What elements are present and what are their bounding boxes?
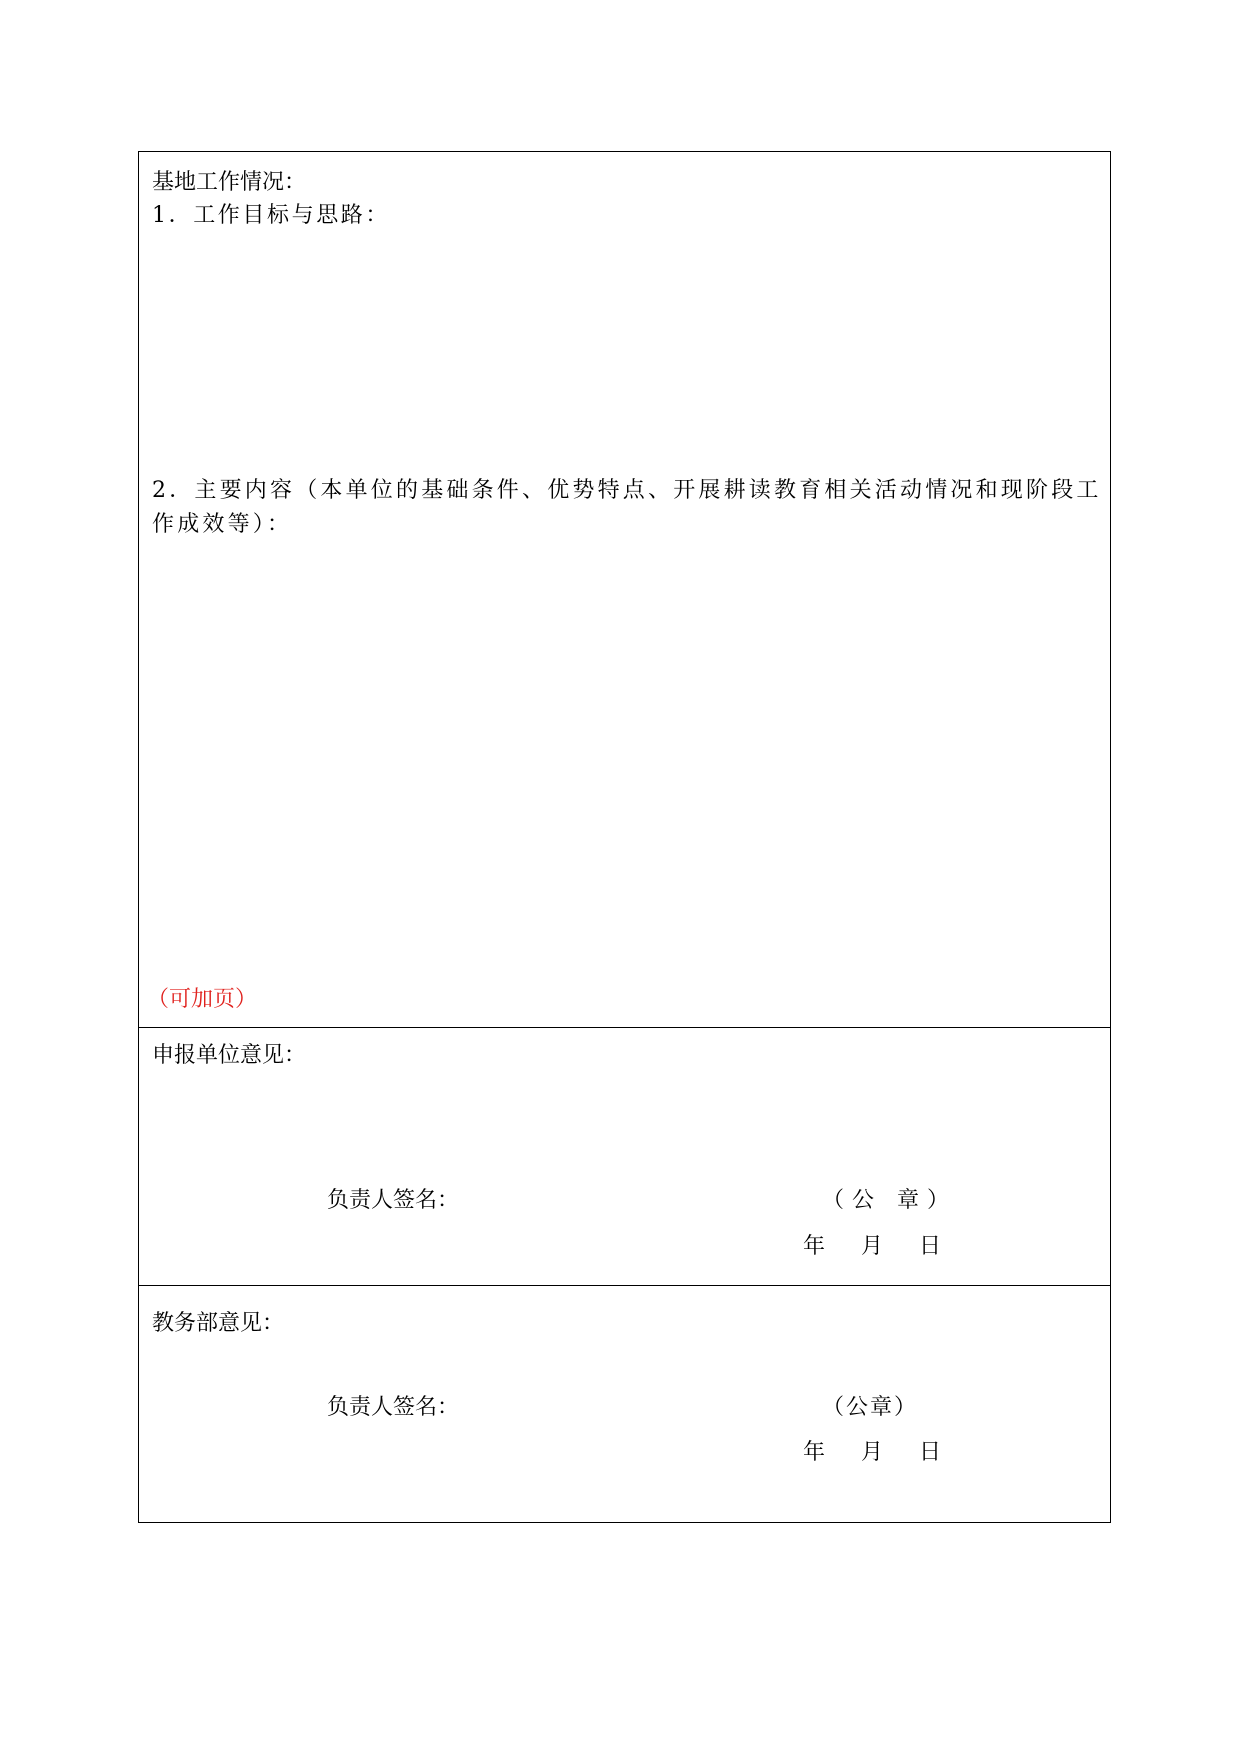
academic-affairs-opinion-heading: 教务部意见： bbox=[152, 1311, 285, 1336]
dept-date-year: 年 bbox=[803, 1440, 826, 1465]
applicant-opinion-section bbox=[139, 1028, 1110, 1286]
work-goals-label: 1．工作目标与思路： bbox=[152, 203, 390, 228]
applicant-opinion-heading: 申报单位意见： bbox=[152, 1043, 307, 1068]
dept-date-month: 月 bbox=[861, 1440, 884, 1465]
dept-date-line bbox=[803, 1436, 941, 1470]
applicant-date-year: 年 bbox=[803, 1234, 826, 1259]
dept-date-day: 日 bbox=[919, 1440, 942, 1465]
work-status-section bbox=[139, 152, 1110, 1028]
applicant-seal-label: （公 章） bbox=[822, 1188, 957, 1213]
work-status-heading: 基地工作情况： bbox=[152, 170, 307, 195]
dept-signature-label: 负责人签名： bbox=[327, 1395, 460, 1420]
application-form-table bbox=[138, 151, 1111, 1523]
dept-seal-label: （公章） bbox=[822, 1395, 919, 1420]
extra-pages-note: （可加页） bbox=[147, 987, 258, 1012]
academic-affairs-opinion-section bbox=[139, 1286, 1110, 1522]
main-content-label: 2．主要内容（本单位的基础条件、优势特点、开展耕读教育相关活动情况和现阶段工作成效等）： bbox=[152, 478, 1102, 537]
applicant-signature-label: 负责人签名： bbox=[327, 1188, 460, 1213]
applicant-date-month: 月 bbox=[861, 1234, 884, 1259]
applicant-date-line bbox=[803, 1230, 941, 1264]
applicant-date-day: 日 bbox=[919, 1234, 942, 1259]
